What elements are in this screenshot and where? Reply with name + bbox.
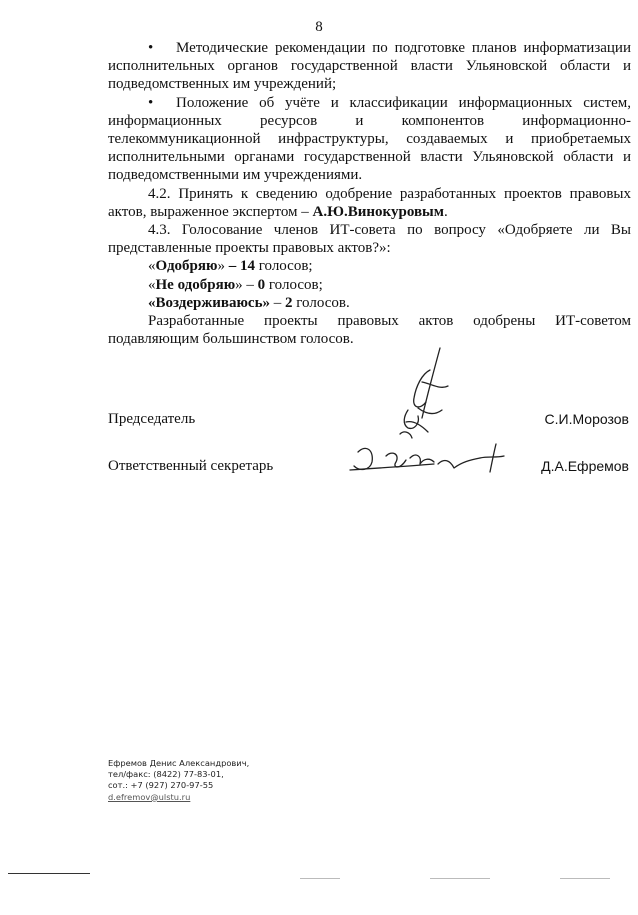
contact-block [108,758,249,803]
handwritten-signatures [330,340,520,480]
vote-close-quote: » [262,294,271,311]
vote-suffix: голосов; [254,258,313,275]
secretary-name: Д.А.Ефремов [541,458,629,474]
vote-abstain [108,294,631,312]
list-item-text: Положение об учёте и классификации информационных систем, информационных ресурсов и компонентов информационно-телекоммуникационной инфраструктуры, создаваемых и приобретаемых исполнительными органами государственной власти Ульяновской области и подведомственными им учреждениями. [108,94,631,184]
contact-phone: тел/факс: (8422) 77-83-01, [108,769,224,780]
contact-email[interactable]: d.efremov@ulstu.ru [108,791,191,802]
secretary-role: Ответственный секретарь [108,458,274,474]
vote-open-quote: « [148,258,156,275]
vote-dash: – [224,258,240,275]
paragraph-4-2-text: 4.2. Принять к сведению одобрение разработанных проектов правовых актов, выраженное экспертом – [108,185,631,220]
page-number: 8 [315,19,323,35]
paragraph-conclusion: Разработанные проекты правовых актов одобрены ИТ-советом подавляющим большинством голосов. [108,313,631,348]
vote-suffix: голосов. [292,294,350,311]
footer-divider [8,873,90,874]
bullet-mark: • [148,94,154,111]
scan-artifact-line [560,878,610,879]
chairman-role: Председатель [108,411,196,427]
list-item-classification-regulation [108,94,631,185]
vote-label: Одобряю [155,258,218,275]
vote-count: 2 [285,294,293,311]
vote-open-quote: « [148,294,156,311]
expert-name: А.Ю.Винокуровым [312,203,444,220]
bullet-mark: • [148,40,154,56]
vote-dash: – [270,294,286,311]
vote-dash: – [242,276,258,293]
vote-count: 14 [239,258,255,275]
list-item-methodical-recommendations [108,39,631,94]
contact-mobile: сот.: +7 (927) 270-97-55 [108,780,214,791]
contact-name: Ефремов Денис Александрович, [108,758,250,768]
document-body [108,39,631,348]
vote-open-quote: « [148,276,156,293]
paragraph-4-3: 4.3. Голосование членов ИТ-совета по вопросу «Одобряете ли Вы представленные проекты правовых актов?»: [108,222,631,257]
vote-label: Воздерживаюсь [155,294,263,311]
vote-close-quote: » [235,276,243,293]
list-item-text: Методические рекомендации по подготовке планов информатизации исполнительных органов государственной власти Ульяновской области и подведомственных им учреждений; [108,40,631,93]
vote-close-quote: » [217,258,225,275]
scan-artifact-line [300,878,340,879]
paragraph-4-2 [108,185,631,221]
vote-label: Не одобряю [155,276,236,293]
paragraph-4-2-end: . [444,203,448,220]
scan-artifact-line [430,878,490,879]
vote-count: 0 [257,276,266,293]
vote-approve [108,257,631,275]
vote-suffix: голосов; [265,276,323,293]
chairman-name: С.И.Морозов [544,411,629,427]
vote-disapprove [108,276,631,294]
